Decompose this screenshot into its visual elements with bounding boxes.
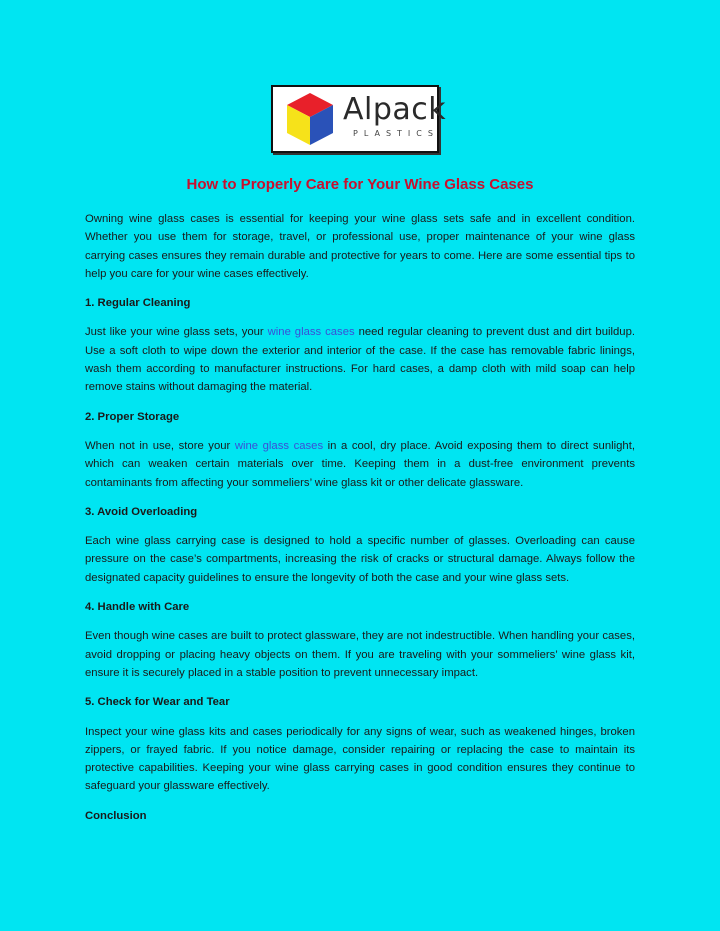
section-heading: 5. Check for Wear and Tear	[85, 696, 230, 709]
section-paragraph: Inspect your wine glass kits and cases periodically for any signs of wear, such as weakened hinges, broken zippers, or frayed fabric. If you notice damage, consider repairing or replacing the case to maintain its protective capabilities. Keeping your wine glass carrying cases in good condition ensures they continue to safeguard your glassware effectively.	[85, 725, 635, 793]
intro-paragraph: Owning wine glass cases is essential for keeping your wine glass sets safe and in excellent condition. Whether you use them for storage, travel, or professional use, proper maintenance of your wine glass carrying cases ensures they remain durable and protective for years to come. Here are some essential tips to help you care for your wine cases effectively.	[85, 213, 635, 280]
conclusion-heading: Conclusion	[85, 809, 147, 822]
wine-glass-cases-link[interactable]: wine glass cases	[267, 326, 355, 339]
section-heading: 4. Handle with Care	[85, 601, 190, 614]
logo-wordmark: Alpack	[343, 92, 447, 127]
section-paragraph	[85, 323, 635, 396]
paragraph-text: in a cool, dry place. Avoid exposing them to direct sunlight, which can weaken certain materials over time. Keeping them in a dust-free environment prevents contaminants from affecting your sommeliers’ wine glass kit or other delicate glassware.	[85, 439, 635, 489]
section-paragraph: Each wine glass carrying case is designed to hold a specific number of glasses. Overloading can cause pressure on the case’s compartments, increasing the risk of cracks or structural damage. Always follow the designated capacity guidelines to ensure the longevity of both the case and your wine glass sets.	[85, 535, 635, 584]
paragraph-text: Just like your wine glass sets, your	[85, 326, 268, 339]
section-heading: 3. Avoid Overloading	[85, 505, 198, 518]
wine-glass-cases-link[interactable]: wine glass cases	[234, 439, 324, 452]
company-logo	[271, 85, 447, 153]
section-heading: 2. Proper Storage	[85, 410, 180, 423]
section-heading: 1. Regular Cleaning	[85, 297, 191, 310]
cube-logo-icon	[285, 91, 335, 147]
section-paragraph	[85, 437, 635, 492]
logo-subtitle: PLASTICS	[353, 129, 439, 138]
page-title: How to Properly Care for Your Wine Glass Cases	[186, 176, 534, 193]
article-body	[85, 210, 635, 836]
paragraph-text: need regular cleaning to prevent dust and dirt buildup. Use a soft cloth to wipe down the exterior and interior of the case. If the case has removable fabric linings, wash them according to manufacturer instructions. For hard cases, a damp cloth with mild soap can help remove stains without damaging the material.	[85, 326, 635, 394]
section-paragraph: Even though wine cases are built to protect glassware, they are not indestructible. When handling your cases, avoid dropping or placing heavy objects on them. If you are traveling with your sommeliers’ wine glass kit, ensure it is securely placed in a stable position to prevent unnecessary impact.	[85, 630, 635, 679]
paragraph-text: When not in use, store your	[85, 439, 235, 452]
